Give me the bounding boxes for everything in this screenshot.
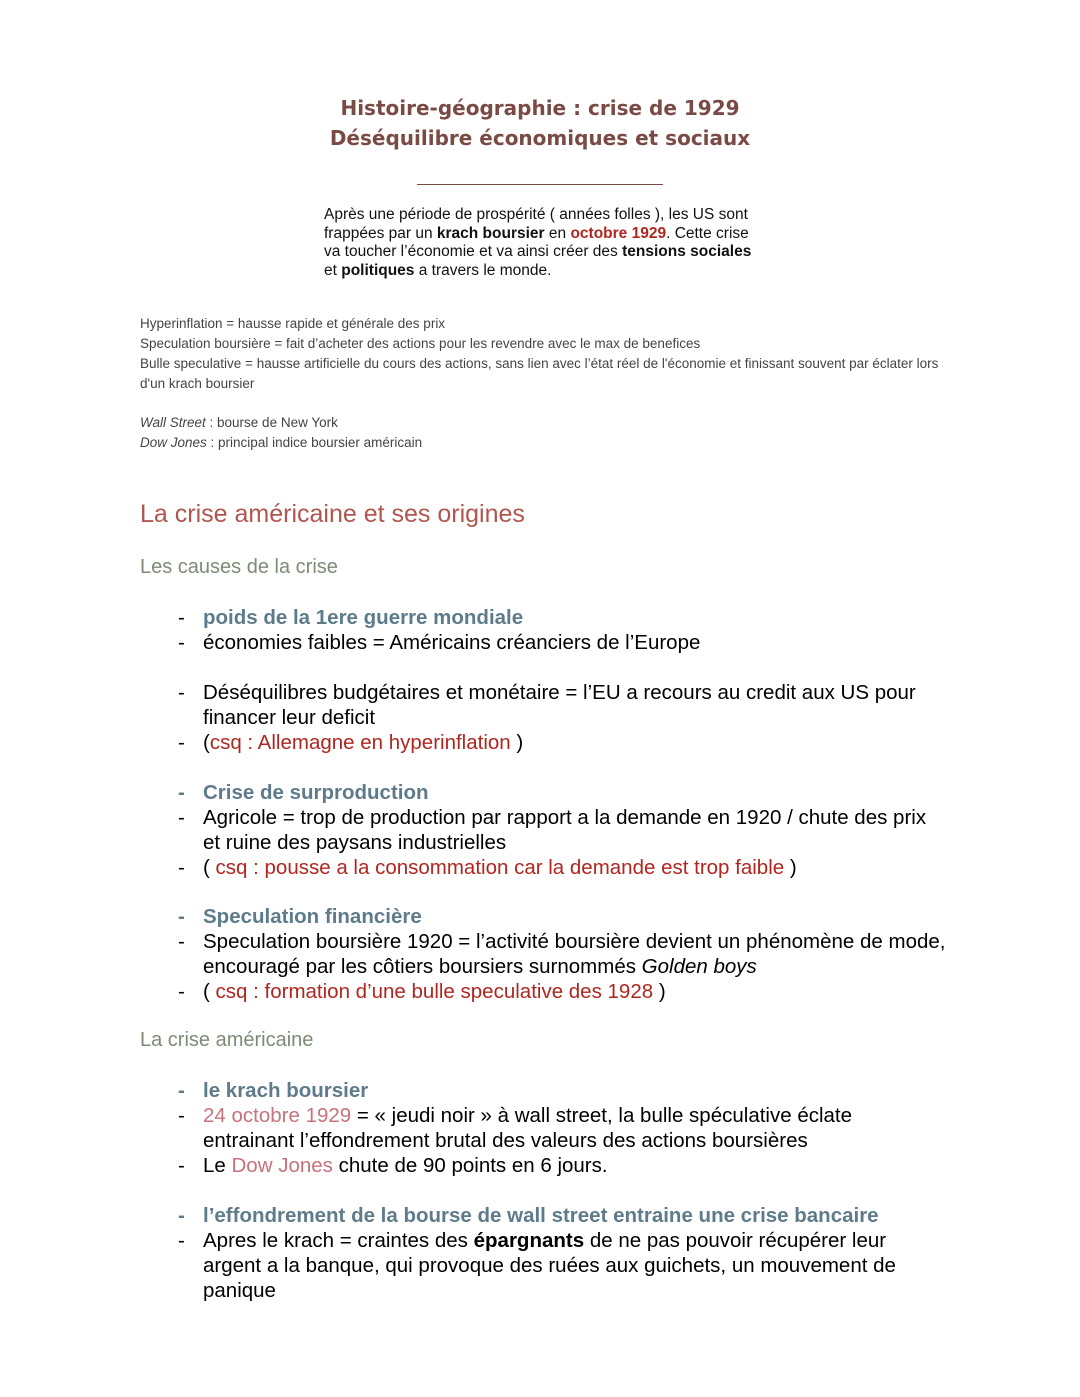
bullet-dash: - <box>178 806 185 829</box>
cause-group-speculation <box>178 904 948 1004</box>
bullet-dash: - <box>178 856 185 879</box>
bullet-dash: - <box>178 1204 185 1227</box>
list-item: - ( csq : formation d’une bulle speculative des 1928 ) <box>178 980 666 1003</box>
list-item: - Agricole = trop de production par rapport a la demande en 1920 / chute des prix et ruine des paysans industrielles <box>178 806 927 854</box>
cause-group-war <box>178 605 948 655</box>
title-divider <box>417 184 663 185</box>
bullet-dash: - <box>178 905 185 928</box>
crisis-group-krach <box>178 1078 948 1178</box>
page-subtitle: Déséquilibre économiques et sociaux <box>329 126 751 150</box>
list-item: - poids de la 1ere guerre mondiale <box>178 606 524 629</box>
list-item: - Speculation financière <box>178 905 422 928</box>
cause-group-budget <box>178 680 948 755</box>
list-item: - Crise de surproduction <box>178 781 429 804</box>
bullet-dash: - <box>178 1104 185 1127</box>
term-dow-jones: Dow Jones : principal indice boursier américain <box>140 435 423 450</box>
bullet-dash: - <box>178 980 185 1003</box>
term-wall-street: Wall Street : bourse de New York <box>140 415 338 430</box>
list-item: - l’effondrement de la bourse de wall street entraine une crise bancaire <box>178 1204 879 1227</box>
bullet-dash: - <box>178 731 185 754</box>
bullet-dash: - <box>178 1154 185 1177</box>
crisis-group-bank <box>178 1203 948 1303</box>
bullet-dash: - <box>178 681 185 704</box>
subheading-crisis: La crise américaine <box>140 1029 314 1051</box>
list-item: - Apres le krach = craintes des épargnants de ne pas pouvoir récupérer leur argent a la banque, qui provoque des ruées aux guichets, un mouvement de panique <box>178 1229 896 1302</box>
section-heading: La crise américaine et ses origines <box>140 500 525 528</box>
list-item: - 24 octobre 1929 = « jeudi noir » à wall street, la bulle spéculative éclate entrainant l’effondrement brutal des valeurs des actions boursières <box>178 1104 853 1152</box>
list-item: - ( csq : pousse a la consommation car la demande est trop faible ) <box>178 856 797 879</box>
bullet-dash: - <box>178 930 185 953</box>
definition-bulle: Bulle speculative = hausse artificielle du cours des actions, sans lien avec l’état réel de l'économie et finissant souvent par éclater lors d'un krach boursier <box>140 356 939 391</box>
bullet-dash: - <box>178 631 185 654</box>
terms-block <box>140 413 422 453</box>
page-title: Histoire-géographie : crise de 1929 <box>340 96 740 120</box>
list-item: - Déséquilibres budgétaires et monétaire = l’EU a recours au credit aux US pour financer leur deficit <box>178 681 916 729</box>
list-item: - (csq : Allemagne en hyperinflation ) <box>178 731 524 754</box>
bullet-dash: - <box>178 606 185 629</box>
intro-paragraph: Après une période de prospérité ( années folles ), les US sont frappées par un krach boursier en octobre 1929. Cette crise va toucher l’économie et va ainsi créer des tensions sociales et politiques a travers le monde. <box>324 206 752 279</box>
list-item: - Le Dow Jones chute de 90 points en 6 jours. <box>178 1154 608 1177</box>
definition-hyperinflation: Hyperinflation = hausse rapide et générale des prix <box>140 316 446 331</box>
subheading-causes: Les causes de la crise <box>140 556 338 578</box>
bullet-dash: - <box>178 1079 185 1102</box>
list-item: - Speculation boursière 1920 = l’activité boursière devient un phénomène de mode, encouragé par les côtiers boursiers surnommés Golden boys <box>178 930 946 978</box>
list-item: - économies faibles = Américains créanciers de l’Europe <box>178 631 701 654</box>
bullet-dash: - <box>178 781 185 804</box>
definition-speculation: Speculation boursière = fait d’acheter des actions pour les revendre avec le max de benefices <box>140 336 701 351</box>
cause-group-overproduction <box>178 780 948 880</box>
definitions-block <box>140 314 940 394</box>
bullet-dash: - <box>178 1229 185 1252</box>
list-item: - le krach boursier <box>178 1079 369 1102</box>
